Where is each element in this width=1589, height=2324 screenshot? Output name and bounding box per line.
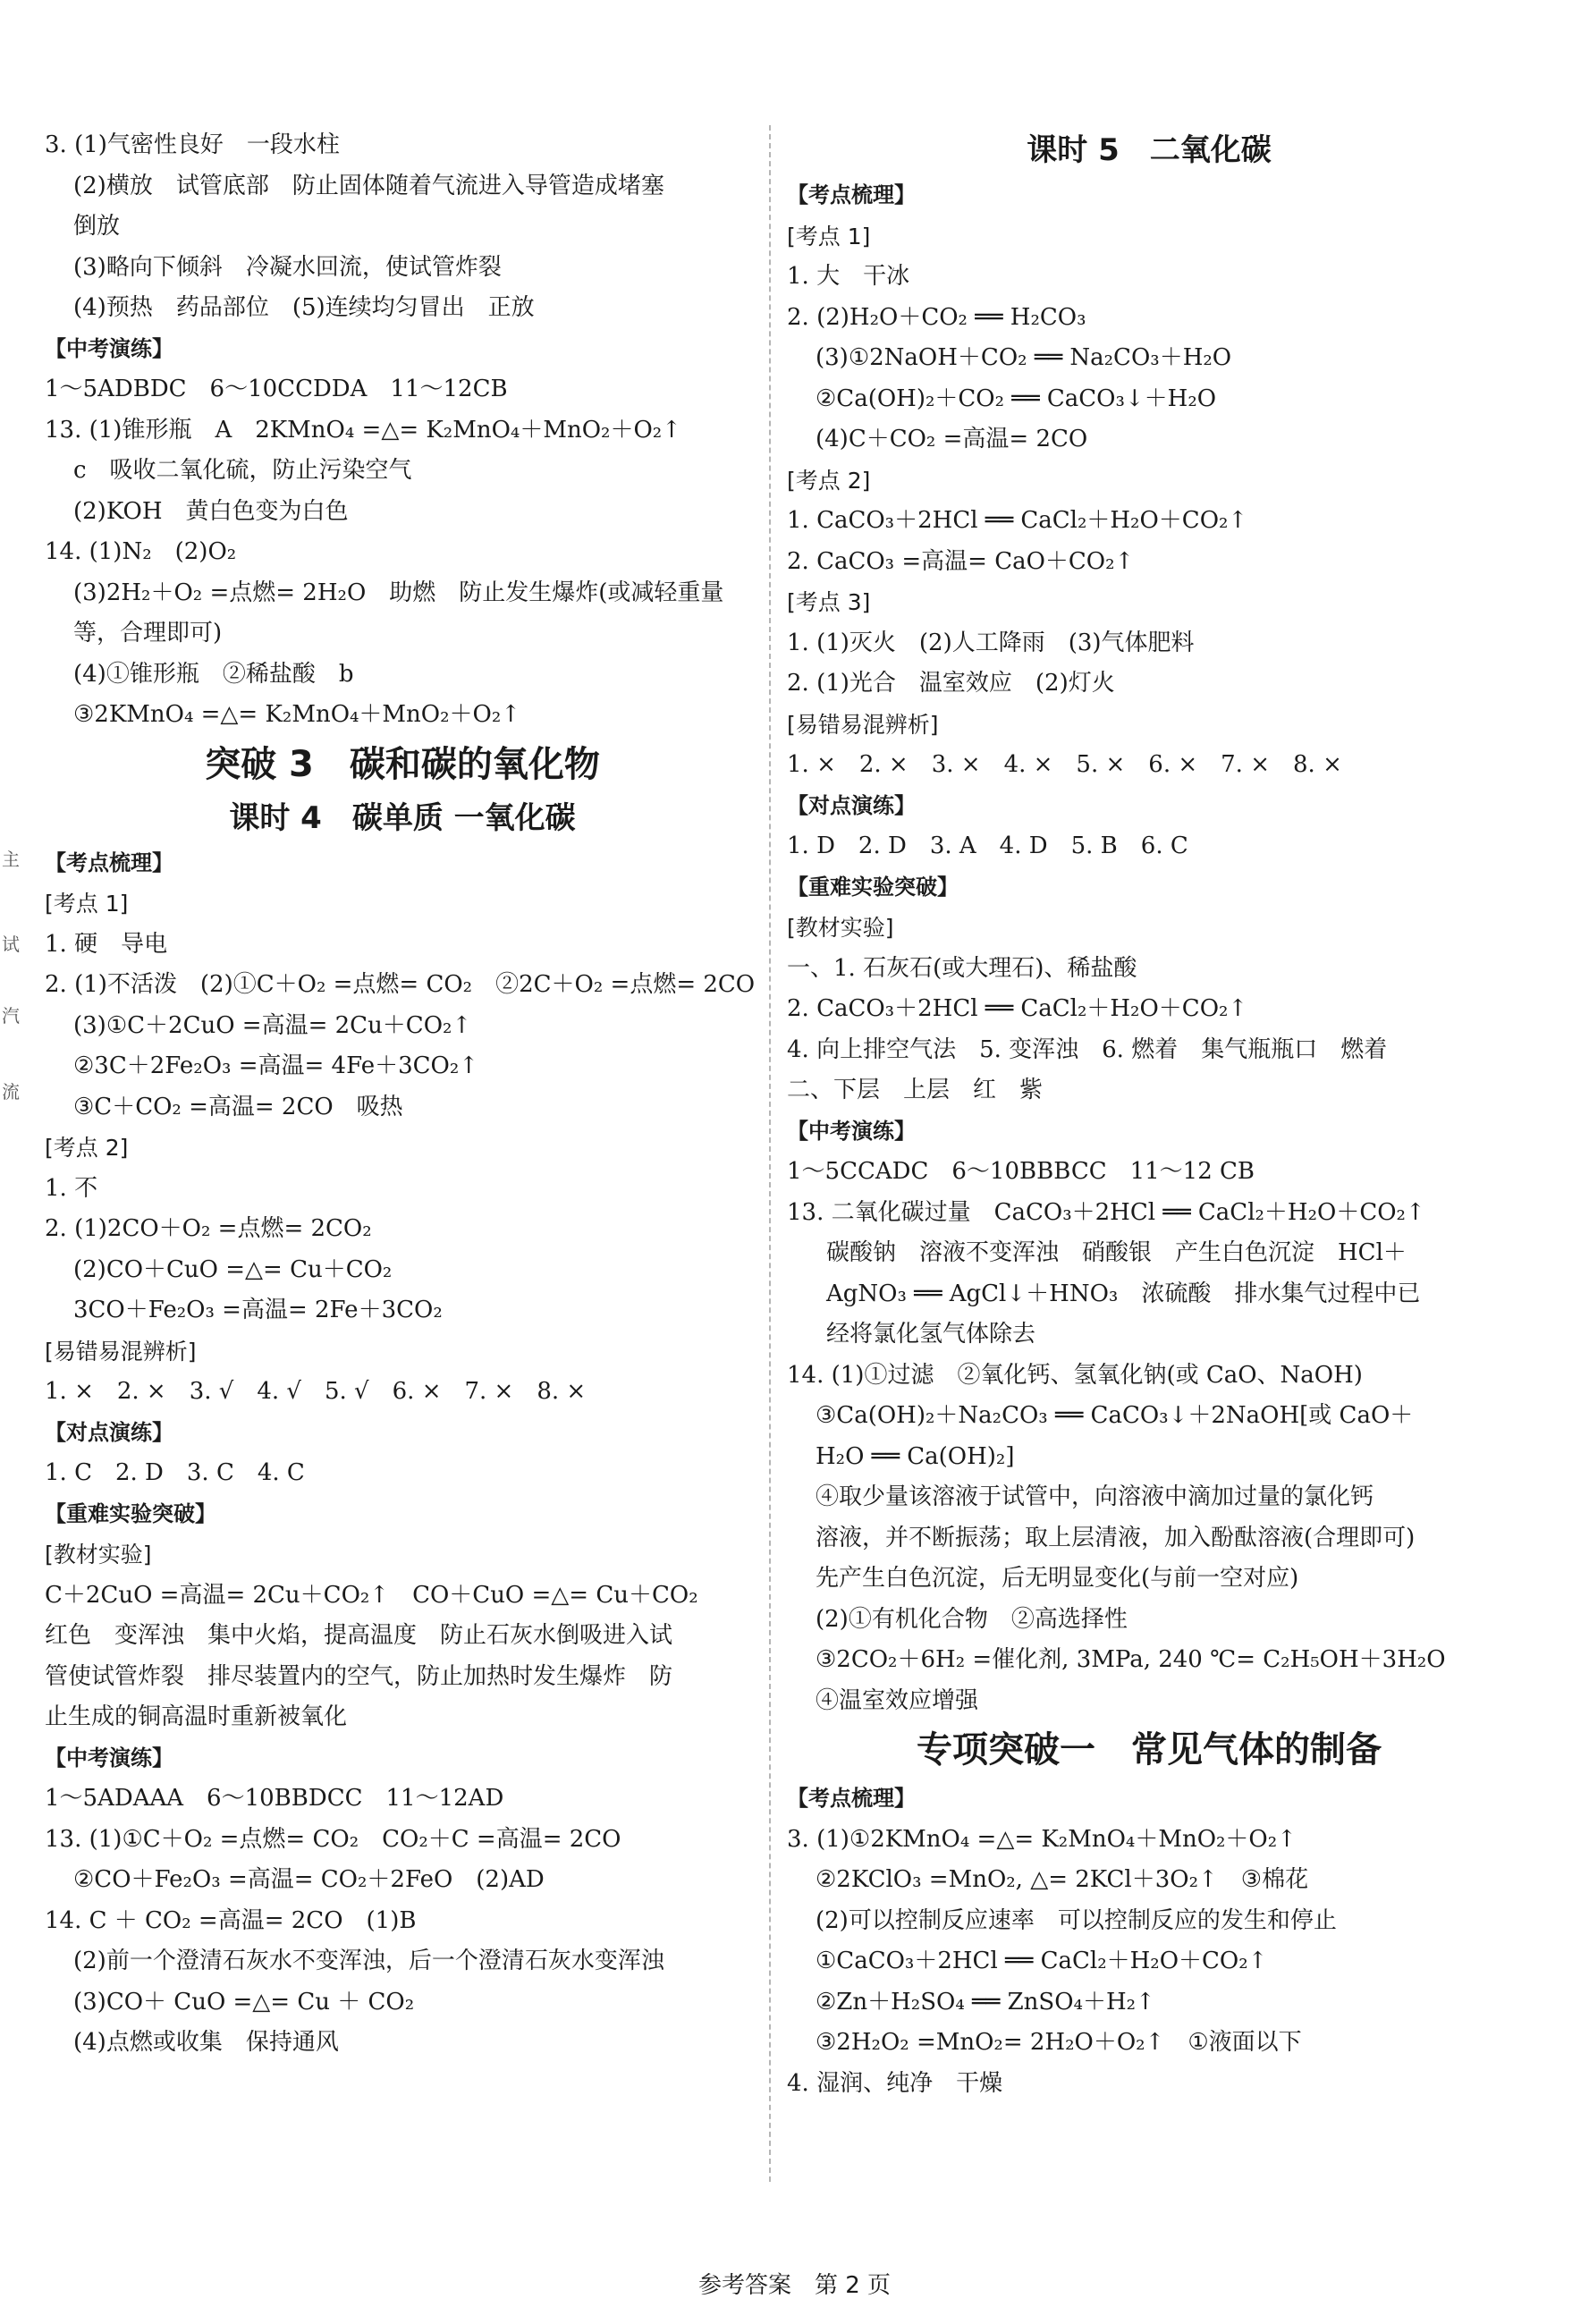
answer-line: 4. 向上排空气法 5. 变浑浊 6. 燃着 集气瓶瓶口 燃着 xyxy=(787,1035,1388,1063)
section-tag: 【考点梳理】 xyxy=(45,849,173,875)
answer-line: 1～5ADBDC 6～10CCDDA 11～12CB xyxy=(45,376,508,402)
answer-line: ④取少量该溶液于试管中，向溶液中滴加过量的氯化钙 xyxy=(816,1483,1374,1510)
section-tag: 【对点演练】 xyxy=(787,792,916,818)
answer-line: (4)C＋CO₂ =高温= 2CO xyxy=(816,426,1088,452)
answer-line: 2. (2)H₂O＋CO₂ ══ H₂CO₃ xyxy=(787,303,1086,331)
answer-line: (3)①2NaOH＋CO₂ ══ Na₂CO₃＋H₂O xyxy=(816,344,1232,371)
lesson-heading: 课时 4 碳单质 一氧化碳 xyxy=(229,799,576,836)
answer-line: 二、下层 上层 红 紫 xyxy=(787,1077,1044,1103)
answer-line: (3)略向下倾斜 冷凝水回流，使试管炸裂 xyxy=(73,253,502,281)
answer-line: AgNO₃ ══ AgCl↓＋HNO₃ 浓硫酸 排水集气过程中已 xyxy=(826,1280,1421,1307)
subsection-tag: [教材实验] xyxy=(45,1542,152,1568)
margin-mark: 试 xyxy=(2,934,20,955)
answer-line: 碳酸钠 溶液不变浑浊 硝酸银 产生白色沉淀 HCl＋ xyxy=(826,1239,1407,1266)
answer-line: ③C＋CO₂ =高温= 2CO 吸热 xyxy=(73,1093,403,1120)
answer-line: (4)预热 药品部位 (5)连续均匀冒出 正放 xyxy=(73,294,535,321)
answer-line: 倒放 xyxy=(73,213,121,240)
answer-line: 1. × 2. × 3. × 4. × 5. × 6. × 7. × 8. × xyxy=(787,751,1342,778)
answer-line: 红色 变浑浊 集中火焰，提高温度 防止石灰水倒吸进入试 xyxy=(45,1622,673,1649)
section-tag: 【中考演练】 xyxy=(45,1745,173,1770)
answer-line: (4)①锥形瓶 ②稀盐酸 b xyxy=(73,660,354,688)
answer-line: (3)①C＋2CuO =高温= 2Cu＋CO₂↑ xyxy=(73,1011,472,1039)
answer-line: 1. 大 干冰 xyxy=(787,263,910,290)
answer-line: (2)CO＋CuO =△= Cu＋CO₂ xyxy=(73,1255,393,1283)
answer-line: 1～5CCADC 6～10BBBCC 11～12 CB xyxy=(787,1158,1255,1185)
answer-line: (2)横放 试管底部 防止固体随着气流进入导管造成堵塞 xyxy=(73,172,664,199)
answer-line: 3. (1)①2KMnO₄ =△= K₂MnO₄＋MnO₂＋O₂↑ xyxy=(787,1825,1297,1853)
answer-line: ②3C＋2Fe₂O₃ =高温= 4Fe＋3CO₂↑ xyxy=(73,1052,479,1079)
answer-line: 1. 硬 导电 xyxy=(45,930,168,958)
answer-line: (3)CO＋ CuO =△= Cu ＋ CO₂ xyxy=(73,1988,415,2016)
answer-line: 2. (1)不活泼 (2)①C＋O₂ =点燃= CO₂ ②2C＋O₂ =点燃= 2CO xyxy=(45,971,756,998)
section-tag: 【重难实验突破】 xyxy=(787,874,959,900)
answer-line: 止生成的铜高温时重新被氧化 xyxy=(45,1703,348,1730)
answer-line: 14. (1)N₂ (2)O₂ xyxy=(45,538,237,565)
page-footer: 参考答案 第 2 页 xyxy=(697,2272,892,2299)
answer-line: 经将氯化氢气体除去 xyxy=(826,1321,1036,1348)
answer-line: (3)2H₂＋O₂ =点燃= 2H₂O 助燃 防止发生爆炸(或减轻重量 xyxy=(73,579,724,606)
answer-line: ①CaCO₃＋2HCl ══ CaCl₂＋H₂O＋CO₂↑ xyxy=(816,1948,1268,1974)
answer-line: 3CO＋Fe₂O₃ =高温= 2Fe＋3CO₂ xyxy=(73,1297,443,1323)
margin-mark: 流 xyxy=(2,1081,20,1103)
answer-line: ③2KMnO₄ =△= K₂MnO₄＋MnO₂＋O₂↑ xyxy=(73,701,521,728)
subsection-tag: [考点 1] xyxy=(787,223,871,249)
answer-line: 13. 二氧化碳过量 CaCO₃＋2HCl ══ CaCl₂＋H₂O＋CO₂↑ xyxy=(787,1198,1425,1226)
answer-line: 14. C ＋ CO₂ =高温= 2CO (1)B xyxy=(45,1906,417,1934)
answer-line: ②Ca(OH)₂＋CO₂ ══ CaCO₃↓＋H₂O xyxy=(816,385,1217,412)
answer-line: 1. (1)灭火 (2)人工降雨 (3)气体肥料 xyxy=(787,629,1195,656)
section-tag: 【中考演练】 xyxy=(45,335,173,361)
answer-line: 2. CaCO₃ =高温= CaO＋CO₂↑ xyxy=(787,547,1135,575)
answer-line: ④温室效应增强 xyxy=(816,1686,979,1714)
lesson-heading: 课时 5 二氧化碳 xyxy=(1027,132,1272,168)
subsection-tag: [易错易混辨析] xyxy=(45,1338,197,1365)
subsection-tag: [考点 2] xyxy=(787,467,871,494)
answer-line: 2. (1)光合 温室效应 (2)灯火 xyxy=(787,670,1115,697)
answer-line: 一、1. 石灰石(或大理石)、稀盐酸 xyxy=(787,954,1137,982)
section-tag: 【考点梳理】 xyxy=(787,182,916,207)
answer-line: 2. CaCO₃＋2HCl ══ CaCl₂＋H₂O＋CO₂↑ xyxy=(787,995,1248,1022)
answer-line: ②Zn＋H₂SO₄ ══ ZnSO₄＋H₂↑ xyxy=(816,1988,1155,2016)
subsection-tag: [易错易混辨析] xyxy=(787,711,939,738)
answer-line: C＋2CuO =高温= 2Cu＋CO₂↑ CO＋CuO =△= Cu＋CO₂ xyxy=(45,1581,698,1609)
answer-line: ③2H₂O₂ =MnO₂= 2H₂O＋O₂↑ ①液面以下 xyxy=(816,2029,1302,2056)
answer-line: 2. (1)2CO＋O₂ =点燃= 2CO₂ xyxy=(45,1215,372,1242)
answer-line: 3. (1)气密性良好 一段水柱 xyxy=(45,131,340,158)
margin-mark: 主 xyxy=(2,849,20,870)
answer-line: ②2KClO₃ =MnO₂, △= 2KCl＋3O₂↑ ③棉花 xyxy=(816,1866,1309,1893)
section-tag: 【中考演练】 xyxy=(787,1118,916,1144)
answer-line: H₂O ══ Ca(OH)₂] xyxy=(816,1442,1015,1470)
answer-line: (2)前一个澄清石灰水不变浑浊，后一个澄清石灰水变浑浊 xyxy=(73,1948,664,1974)
answer-line: c 吸收二氧化硫，防止污染空气 xyxy=(73,457,412,484)
subsection-tag: [考点 3] xyxy=(787,589,871,615)
answer-line: ③Ca(OH)₂＋Na₂CO₃ ══ CaCO₃↓＋2NaOH[或 CaO＋ xyxy=(816,1402,1414,1429)
answer-line: 先产生白色沉淀，后无明显变化(与前一空对应) xyxy=(816,1565,1299,1592)
answer-line: 13. (1)①C＋O₂ =点燃= CO₂ CO₂＋C =高温= 2CO xyxy=(45,1825,621,1853)
answer-line: (2)可以控制反应速率 可以控制反应的发生和停止 xyxy=(816,1906,1337,1934)
subsection-tag: [考点 2] xyxy=(45,1135,129,1161)
answer-line: (4)点燃或收集 保持通风 xyxy=(73,2029,339,2056)
section-heading: 突破 3 碳和碳的氧化物 xyxy=(205,743,600,785)
answer-line: 1. C 2. D 3. C 4. C xyxy=(45,1459,305,1486)
answer-line: ③2CO₂＋6H₂ =催化剂, 3MPa, 240 ℃= C₂H₅OH＋3H₂O xyxy=(816,1646,1446,1673)
answer-line: 1. × 2. × 3. √ 4. √ 5. √ 6. × 7. × 8. × xyxy=(45,1378,587,1405)
answer-line: 4. 湿润、纯净 干燥 xyxy=(787,2069,1003,2097)
answer-line: 1. CaCO₃＋2HCl ══ CaCl₂＋H₂O＋CO₂↑ xyxy=(787,507,1248,534)
answer-line: 1. 不 xyxy=(45,1174,98,1202)
answer-line: (2)KOH 黄白色变为白色 xyxy=(73,497,349,525)
margin-mark: 汽 xyxy=(2,1005,20,1027)
answer-line: 14. (1)①过滤 ②氧化钙、氢氧化钠(或 CaO、NaOH) xyxy=(787,1361,1363,1389)
answer-line: 管使试管炸裂 排尽装置内的空气，防止加热时发生爆炸 防 xyxy=(45,1662,673,1690)
section-tag: 【考点梳理】 xyxy=(787,1786,916,1811)
section-tag: 【重难实验突破】 xyxy=(45,1500,216,1526)
answer-line: (2)①有机化合物 ②高选择性 xyxy=(816,1605,1128,1633)
column-divider xyxy=(769,125,771,2182)
subsection-tag: [教材实验] xyxy=(787,915,894,941)
answer-line: 等，合理即可) xyxy=(73,620,223,646)
answer-line: 溶液，并不断振荡；取上层清液，加入酚酞溶液(合理即可) xyxy=(816,1524,1416,1551)
section-heading: 专项突破一 常见气体的制备 xyxy=(917,1729,1382,1770)
answer-line: ②CO＋Fe₂O₃ =高温= CO₂＋2FeO (2)AD xyxy=(73,1866,545,1893)
subsection-tag: [考点 1] xyxy=(45,891,129,917)
answer-line: 13. (1)锥形瓶 A 2KMnO₄ =△= K₂MnO₄＋MnO₂＋O₂↑ xyxy=(45,416,681,444)
answer-line: 1～5ADAAA 6～10BBDCC 11～12AD xyxy=(45,1785,504,1812)
left-column xyxy=(45,125,760,2064)
right-column xyxy=(787,125,1511,2104)
answer-line: 1. D 2. D 3. A 4. D 5. B 6. C xyxy=(787,832,1188,859)
section-tag: 【对点演练】 xyxy=(45,1419,173,1445)
